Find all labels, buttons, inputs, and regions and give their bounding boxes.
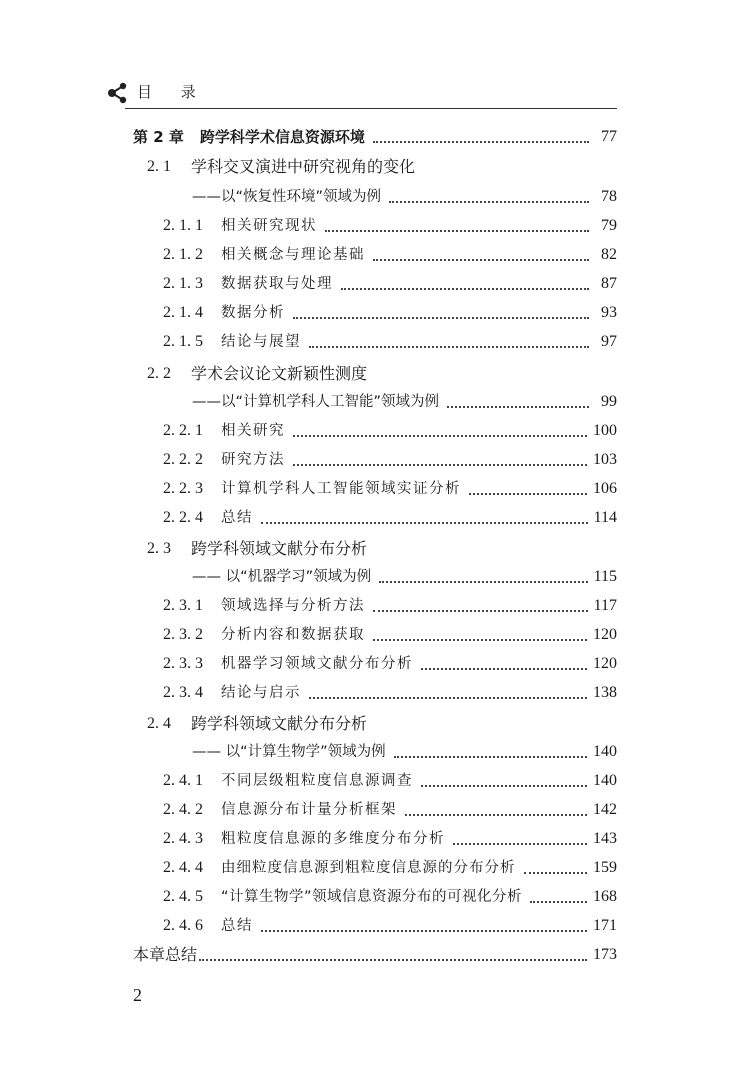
leader-dots xyxy=(405,814,587,816)
page-ref: 79 xyxy=(601,217,617,234)
toc-entry-2-1-3[interactable] xyxy=(163,267,617,295)
page-ref: 97 xyxy=(601,333,617,350)
leader-dots xyxy=(447,406,589,408)
section-subtitle: —— 以“机器学习”领域为例 xyxy=(192,569,372,585)
section-number: 2. 4 xyxy=(147,715,171,732)
toc-section-2-1-subtitle[interactable] xyxy=(192,180,617,208)
section-subtitle: ——以“恢复性环境”领域为例 xyxy=(192,189,382,205)
section-number: 2. 2 xyxy=(147,365,171,382)
leader-dots xyxy=(453,843,587,845)
entry-number: 2. 1. 4 xyxy=(163,304,203,321)
entry-title: 研究方法 xyxy=(221,452,285,468)
toc-entry-2-2-4[interactable] xyxy=(163,501,617,529)
toc-chapter-summary[interactable] xyxy=(133,938,617,966)
leader-dots xyxy=(379,581,587,583)
section-title: 学术会议论文新颖性测度 xyxy=(191,364,368,383)
entry-number: 2. 4. 4 xyxy=(163,859,203,876)
entry-title: “计算生物学”领域信息资源分布的可视化分析 xyxy=(221,889,523,905)
entry-title: 相关研究现状 xyxy=(221,218,317,234)
entry-number: 2. 1. 2 xyxy=(163,246,203,263)
page-ref: 103 xyxy=(593,451,617,468)
page-ref: 117 xyxy=(593,597,617,614)
entry-title: 分析内容和数据获取 xyxy=(221,627,365,643)
toc-section-2-4[interactable] xyxy=(147,707,617,735)
toc-chapter-2[interactable] xyxy=(133,120,617,148)
entry-number: 2. 3. 4 xyxy=(163,684,203,701)
leader-dots xyxy=(524,872,588,874)
leader-dots xyxy=(261,522,588,524)
entry-title: 数据分析 xyxy=(221,305,285,321)
chapter-title: 跨学科学术信息资源环境 xyxy=(199,128,365,146)
page-ref: 142 xyxy=(593,801,617,818)
entry-title: 相关概念与理论基础 xyxy=(221,247,365,263)
entry-number: 2. 4. 1 xyxy=(163,772,203,789)
section-subtitle: ——以“计算机学科人工智能”领域为例 xyxy=(192,394,440,410)
section-number: 2. 3 xyxy=(147,540,171,557)
page-ref: 78 xyxy=(601,188,617,205)
toc-entry-2-1-5[interactable] xyxy=(163,325,617,353)
leader-dots xyxy=(261,930,587,932)
entry-number: 2. 4. 5 xyxy=(163,888,203,905)
page-ref: 100 xyxy=(593,422,617,439)
toc-entry-2-3-4[interactable] xyxy=(163,676,617,704)
entry-number: 2. 4. 2 xyxy=(163,801,203,818)
section-number: 2. 1 xyxy=(147,158,171,175)
page-ref: 143 xyxy=(593,830,617,847)
toc-entry-2-4-4[interactable] xyxy=(163,851,617,879)
page-ref: 168 xyxy=(593,888,617,905)
toc-entry-2-3-2[interactable] xyxy=(163,618,617,646)
page-ref: 138 xyxy=(593,684,617,701)
toc-section-2-3-subtitle[interactable] xyxy=(192,560,617,588)
entry-title: 由细粒度信息源到粗粒度信息源的分布分析 xyxy=(221,860,516,876)
page-ref: 106 xyxy=(593,480,617,497)
toc-section-2-3[interactable] xyxy=(147,532,617,560)
entry-title: 数据获取与处理 xyxy=(221,276,333,292)
page-ref: 140 xyxy=(593,772,617,789)
toc-entry-2-1-1[interactable] xyxy=(163,209,617,237)
section-title: 跨学科领域文献分布分析 xyxy=(191,714,368,733)
toc-entry-2-4-5[interactable] xyxy=(163,880,617,908)
toc-entry-2-3-1[interactable] xyxy=(163,589,617,617)
section-title: 跨学科领域文献分布分析 xyxy=(191,539,368,558)
entry-number: 2. 3. 3 xyxy=(163,655,203,672)
toc-entry-2-4-1[interactable] xyxy=(163,764,617,792)
leader-dots xyxy=(293,317,589,319)
entry-number: 2. 4. 6 xyxy=(163,917,203,934)
entry-title: 计算机学科人工智能领域实证分析 xyxy=(221,481,461,497)
leader-dots xyxy=(293,464,587,466)
page-ref: 82 xyxy=(601,246,617,263)
section-subtitle: —— 以“计算生物学”领域为例 xyxy=(192,744,386,760)
page-ref: 171 xyxy=(593,917,617,934)
leader-dots xyxy=(341,288,589,290)
leader-dots xyxy=(530,901,587,903)
toc-entry-2-4-3[interactable] xyxy=(163,822,617,850)
toc-entry-2-2-3[interactable] xyxy=(163,472,617,500)
leader-dots xyxy=(394,756,587,758)
leader-dots xyxy=(309,697,587,699)
leader-dots xyxy=(469,493,587,495)
leader-dots xyxy=(373,610,588,612)
toc-entry-2-4-6[interactable] xyxy=(163,909,617,937)
toc-entry-2-3-3[interactable] xyxy=(163,647,617,675)
entry-number: 2. 2. 1 xyxy=(163,422,203,439)
toc-entry-2-1-4[interactable] xyxy=(163,296,617,324)
toc-section-2-2[interactable] xyxy=(147,357,617,385)
page-ref: 87 xyxy=(601,275,617,292)
page-ref: 159 xyxy=(593,859,617,876)
leader-dots xyxy=(373,141,589,143)
entry-number: 2. 2. 2 xyxy=(163,451,203,468)
page-ref: 115 xyxy=(593,568,617,585)
toc-entry-2-4-2[interactable] xyxy=(163,793,617,821)
leader-dots xyxy=(309,346,589,348)
entry-number: 2. 1. 3 xyxy=(163,275,203,292)
page-ref: 114 xyxy=(593,509,617,526)
entry-number: 2. 1. 1 xyxy=(163,217,203,234)
entry-title: 机器学习领域文献分布分析 xyxy=(221,656,413,672)
leader-dots xyxy=(293,435,587,437)
toc-section-2-4-subtitle[interactable] xyxy=(192,735,617,763)
entry-number: 2. 2. 3 xyxy=(163,480,203,497)
leader-dots xyxy=(389,201,589,203)
leader-dots xyxy=(421,668,587,670)
entry-title: 不同层级粗粒度信息源调查 xyxy=(221,773,413,789)
toc-entry-2-2-2[interactable] xyxy=(163,443,617,471)
entry-number: 2. 3. 1 xyxy=(163,597,203,614)
entry-title: 总结 xyxy=(221,510,253,526)
entry-title: 信息源分布计量分析框架 xyxy=(221,802,397,818)
toc-entry-2-2-1[interactable] xyxy=(163,414,617,442)
section-title: 学科交叉演进中研究视角的变化 xyxy=(191,157,416,176)
leader-dots xyxy=(421,785,587,787)
page-number: 2 xyxy=(133,985,142,1005)
entry-title: 粗粒度信息源的多维度分布分析 xyxy=(221,831,445,847)
leader-dots xyxy=(373,259,589,261)
page-ref: 120 xyxy=(593,655,617,672)
page-ref: 120 xyxy=(593,626,617,643)
page-ref: 140 xyxy=(593,743,617,760)
entry-number: 2. 4. 3 xyxy=(163,830,203,847)
page-ref: 173 xyxy=(593,946,617,963)
header-title: 目 录 xyxy=(137,83,208,101)
toc-entry-2-1-2[interactable] xyxy=(163,238,617,266)
page-ref: 99 xyxy=(601,393,617,410)
entry-title: 领域选择与分析方法 xyxy=(221,598,365,614)
entry-title: 结论与展望 xyxy=(221,334,301,350)
entry-number: 2. 3. 2 xyxy=(163,626,203,643)
entry-number: 2. 1. 5 xyxy=(163,333,203,350)
page-ref: 77 xyxy=(601,128,617,145)
leader-dots xyxy=(199,959,587,961)
summary-title: 本章总结 xyxy=(133,945,198,964)
toc-section-2-2-subtitle[interactable] xyxy=(192,385,617,413)
entry-title: 总结 xyxy=(221,918,253,934)
entry-title: 结论与启示 xyxy=(221,685,301,701)
chapter-number: 第 2 章 xyxy=(133,128,184,146)
toc-section-2-1[interactable] xyxy=(147,150,617,178)
entry-number: 2. 2. 4 xyxy=(163,509,203,526)
entry-title: 相关研究 xyxy=(221,423,285,439)
leader-dots xyxy=(373,639,587,641)
page-ref: 93 xyxy=(601,304,617,321)
leader-dots xyxy=(325,230,589,232)
